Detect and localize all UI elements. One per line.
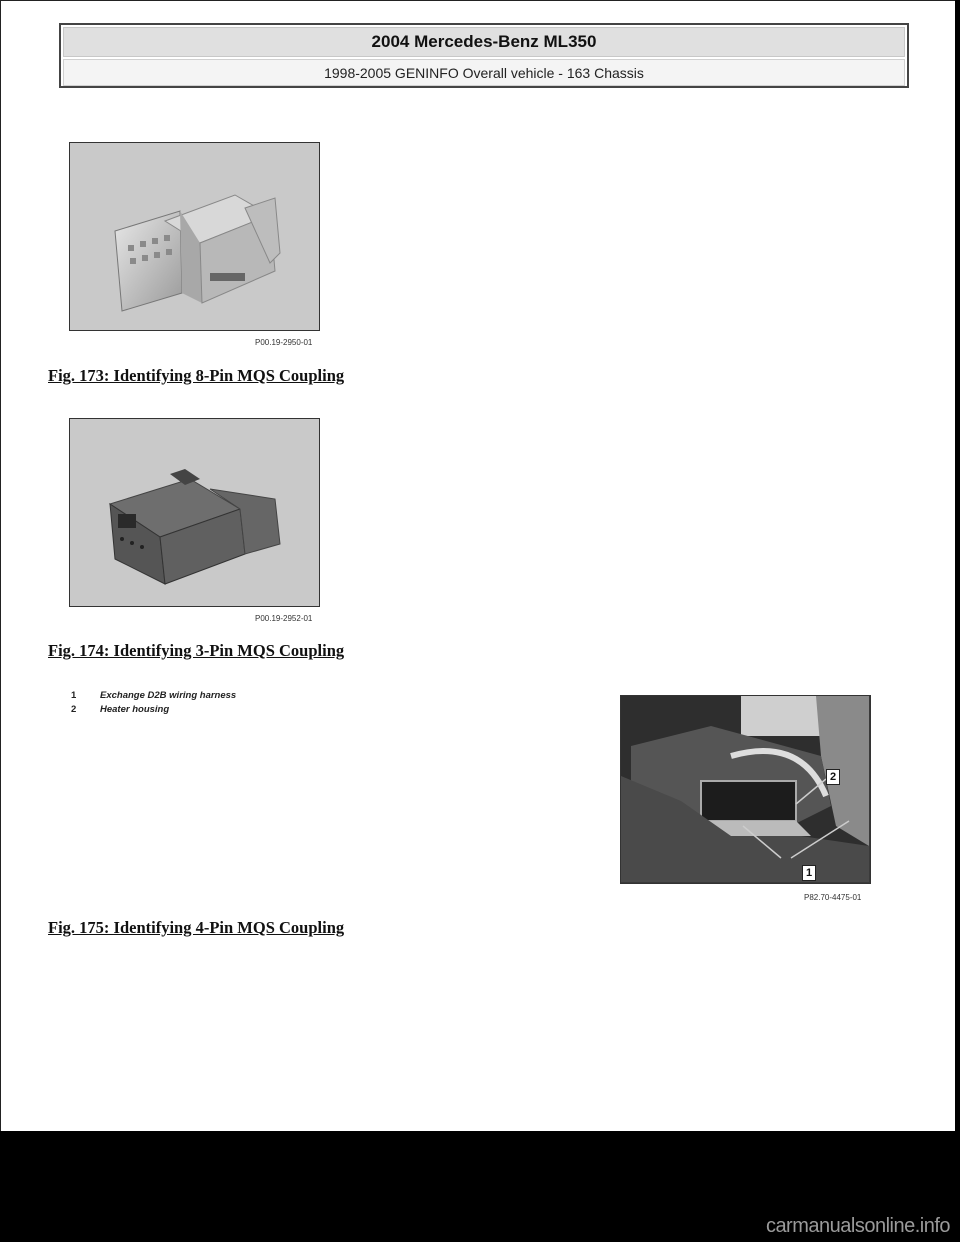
figure-caption: Fig. 174: Identifying 3-Pin MQS Coupling xyxy=(48,641,345,660)
legend-item: 1 Exchange D2B wiring harness xyxy=(71,689,237,701)
figure-caption: Fig. 173: Identifying 8-Pin MQS Coupling xyxy=(48,366,345,385)
section-subtitle: 1998-2005 GENINFO Overall vehicle - 163 Chassis xyxy=(63,59,905,86)
callout-label: 1 xyxy=(802,865,816,881)
image-code: P00.19-2952-01 xyxy=(255,614,313,623)
image-code: P00.19-2950-01 xyxy=(255,338,313,347)
figure-caption: Fig. 175: Identifying 4-Pin MQS Coupling xyxy=(48,918,345,937)
callout-label: 2 xyxy=(826,769,840,785)
connector-8pin-image xyxy=(69,142,320,331)
page-header xyxy=(59,23,909,88)
figure-legend xyxy=(71,688,236,716)
connector-3pin-image xyxy=(69,418,320,607)
legend-item: 2 Heater housing xyxy=(71,703,170,715)
vehicle-title: 2004 Mercedes-Benz ML350 xyxy=(63,27,905,57)
watermark: carmanualsonline.info xyxy=(765,1215,950,1237)
image-code: P82.70-4475-01 xyxy=(804,893,862,902)
heater-housing-photo xyxy=(620,695,871,884)
